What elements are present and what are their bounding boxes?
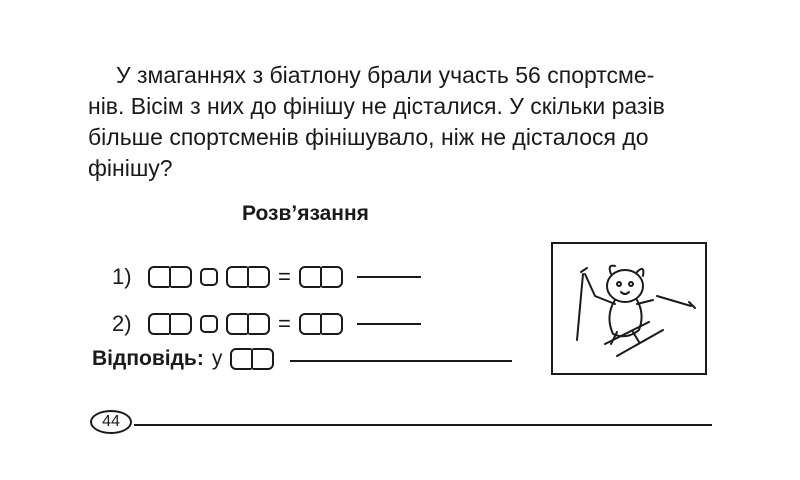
solution-title: Розв’язання bbox=[242, 202, 369, 225]
step-2-operand-1[interactable] bbox=[148, 313, 192, 335]
skiing-bear-cub-icon bbox=[553, 244, 705, 373]
problem-line-3: більше спортсменів фінішувало, ніж не дісталося до bbox=[88, 124, 649, 150]
digit-cell[interactable] bbox=[170, 266, 192, 288]
step-1-operand-2[interactable] bbox=[226, 266, 270, 288]
step-1-operator-cell[interactable] bbox=[200, 268, 218, 286]
step-1-result[interactable] bbox=[299, 266, 343, 288]
answer-text-line[interactable] bbox=[290, 344, 512, 362]
step-1-unit-line[interactable] bbox=[357, 262, 421, 278]
step-2-unit-line[interactable] bbox=[357, 309, 421, 325]
answer-number[interactable] bbox=[230, 348, 274, 370]
answer-row bbox=[92, 344, 512, 374]
footer-rule bbox=[134, 424, 712, 426]
digit-cell[interactable] bbox=[299, 313, 321, 335]
digit-cell[interactable] bbox=[299, 266, 321, 288]
digit-cell[interactable] bbox=[248, 266, 270, 288]
illustration-frame bbox=[551, 242, 707, 375]
digit-cell[interactable] bbox=[226, 313, 248, 335]
page-number: 44 bbox=[102, 413, 120, 430]
digit-cell[interactable] bbox=[226, 266, 248, 288]
digit-cell[interactable] bbox=[321, 313, 343, 335]
equals-sign: = bbox=[278, 311, 291, 336]
digit-cell[interactable] bbox=[230, 348, 252, 370]
page-number-badge bbox=[90, 410, 132, 434]
step-2-row bbox=[112, 309, 421, 339]
step-2-operand-2[interactable] bbox=[226, 313, 270, 335]
step-2-operator-cell[interactable] bbox=[200, 315, 218, 333]
digit-cell[interactable] bbox=[248, 313, 270, 335]
answer-label: Відповідь: bbox=[92, 347, 204, 370]
step-2-result[interactable] bbox=[299, 313, 343, 335]
digit-cell[interactable] bbox=[170, 313, 192, 335]
problem-line-2: нів. Вісім з них до фінішу не дісталися. У скільки разів bbox=[88, 93, 665, 119]
step-1-row bbox=[112, 262, 421, 292]
digit-cell[interactable] bbox=[148, 266, 170, 288]
step-1-label: 1) bbox=[112, 264, 132, 289]
answer-prefix: у bbox=[211, 347, 223, 370]
problem-line-1: У змаганнях з біатлону брали участь 56 спортсме- bbox=[116, 62, 655, 88]
step-1-operand-1[interactable] bbox=[148, 266, 192, 288]
digit-cell[interactable] bbox=[321, 266, 343, 288]
equals-sign: = bbox=[278, 264, 291, 289]
digit-cell[interactable] bbox=[252, 348, 274, 370]
step-2-label: 2) bbox=[112, 311, 132, 336]
digit-cell[interactable] bbox=[148, 313, 170, 335]
problem-text bbox=[88, 60, 716, 184]
problem-line-4: фінішу? bbox=[88, 155, 173, 181]
